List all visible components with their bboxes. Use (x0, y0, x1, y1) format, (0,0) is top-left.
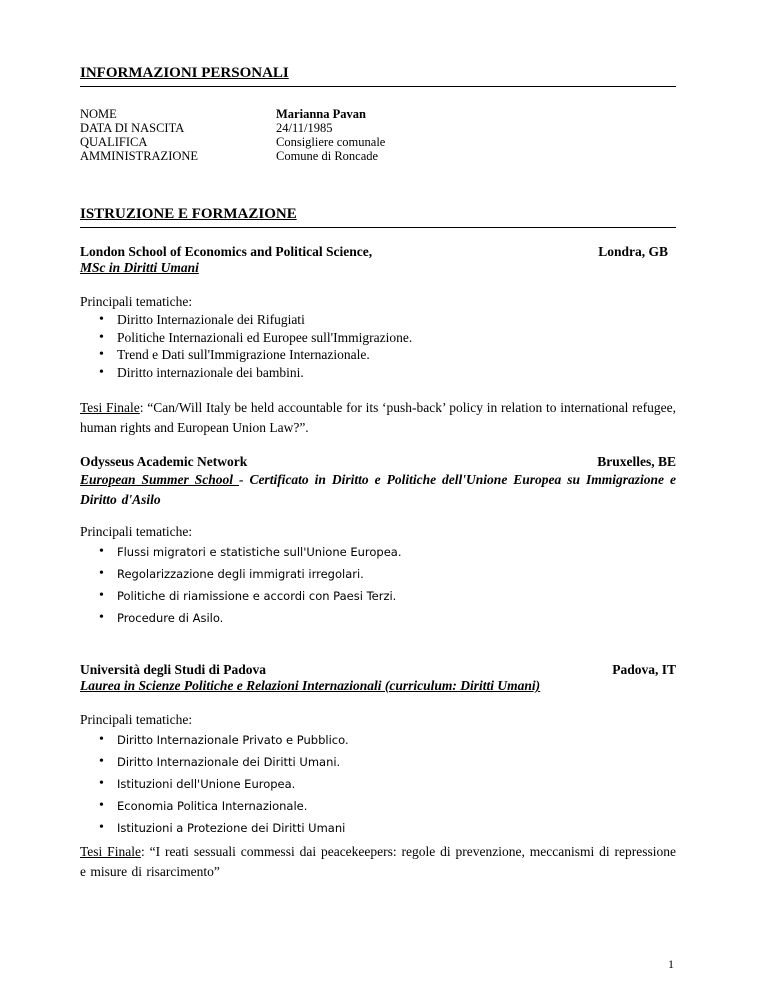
topics-list (80, 729, 349, 839)
list-item: • Politiche Internazionali ed Europee sull'Immigrazione. (80, 329, 412, 347)
institution-name: London School of Economics and Political Science, (80, 244, 373, 259)
topics-label: Principali tematiche: (80, 712, 193, 727)
list-item: • Regolarizzazione degli immigrati irregolari. (80, 563, 401, 585)
list-item: • Flussi migratori e statistiche sull'Unione Europea. (80, 541, 401, 563)
list-item: • Trend e Dati sull'Immigrazione Internazionale. (80, 346, 412, 364)
topics-list (80, 311, 412, 381)
degree-title-rest: - Certificato in Diritto e Politiche dell'Unione Europea su Immigrazione e Diritto d'Asilo (80, 472, 676, 507)
topics-list (80, 541, 401, 629)
degree-title-text: Laurea in Scienze Politiche e Relazioni Internazionali (curriculum: Diritti Umani) (80, 678, 541, 693)
degree-title-underlined: European Summer School (80, 472, 239, 487)
list-item: • Diritto internazionale dei bambini. (80, 364, 412, 382)
value-administration: Comune di Roncade (276, 149, 379, 163)
education-entry-header (80, 454, 676, 470)
section-heading-personal: INFORMAZIONI PERSONALI (80, 65, 676, 87)
value-role: Consigliere comunale (276, 135, 386, 149)
value-name: Marianna Pavan (276, 107, 366, 121)
thesis-text: : “I reati sessuali commessi dai peacekeepers: regole di prevenzione, meccanismi di repressione e misure di risarcimento” (80, 844, 676, 879)
label-role: QUALIFICA (80, 135, 148, 149)
thesis-paragraph (80, 398, 676, 438)
section-heading-education: ISTRUZIONE E FORMAZIONE (80, 206, 676, 228)
list-item: • Diritto Internazionale Privato e Pubblico. (80, 729, 349, 751)
institution-name: Università degli Studi di Padova (80, 662, 267, 677)
institution-location: Bruxelles, BE (597, 454, 676, 469)
value-birth-date: 24/11/1985 (276, 121, 333, 135)
personal-values (276, 107, 385, 163)
thesis-paragraph (80, 842, 676, 882)
institution-location: Padova, IT (612, 662, 676, 677)
page-number: 1 (668, 957, 674, 971)
topics-label: Principali tematiche: (80, 524, 193, 539)
label-administration: AMMINISTRAZIONE (80, 149, 199, 163)
thesis-label: Tesi Finale (80, 400, 140, 415)
list-item: • Politiche di riamissione e accordi con Paesi Terzi. (80, 585, 401, 607)
degree-title (80, 258, 676, 278)
degree-title-text: MSc in Diritti Umani (80, 260, 199, 275)
list-item: • Procedure di Asilo. (80, 607, 401, 629)
thesis-text: : “Can/Will Italy be held accountable for its ‘push-back’ policy in relation to international refugee, human rights and European Union Law?”. (80, 400, 676, 435)
degree-title (80, 676, 676, 696)
list-item: • Diritto Internazionale dei Rifugiati (80, 311, 412, 329)
list-item: • Economia Politica Internazionale. (80, 795, 349, 817)
personal-labels (80, 107, 198, 163)
institution-name: Odysseus Academic Network (80, 454, 248, 469)
list-item: • Istituzioni a Protezione dei Diritti Umani (80, 817, 349, 839)
list-item: • Istituzioni dell'Unione Europea. (80, 773, 349, 795)
label-name: NOME (80, 107, 117, 121)
thesis-label: Tesi Finale (80, 844, 141, 859)
institution-location: Londra, GB (598, 244, 668, 259)
degree-title (80, 470, 676, 510)
topics-label: Principali tematiche: (80, 294, 193, 309)
label-birth-date: DATA DI NASCITA (80, 121, 185, 135)
list-item: • Diritto Internazionale dei Diritti Umani. (80, 751, 349, 773)
